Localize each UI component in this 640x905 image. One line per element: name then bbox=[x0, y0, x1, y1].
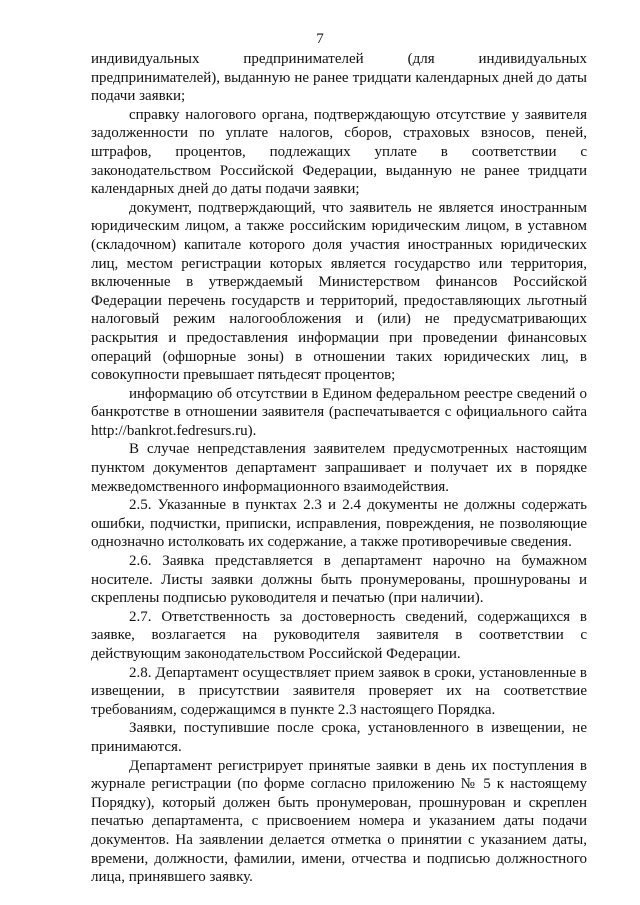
paragraph-foreign-entity-document: документ, подтверждающий, что заявитель не является иностранным юридическим лицом, а также российским юридическим лицом, в уставном (складочном) капитале которого доля участия иностранных юридических лиц, местом регистрации которых является государство или территория, включенные в утверждаемый Министерством финансов Российской Федерации перечень государств и территорий, предоставляющих льготный налоговый режим налогообложения и (или) не предусматривающих раскрытия и предоставления информации при проведении финансовых операций (офшорные зоны) в отношении таких юридических лиц, в совокупности превышает пятьдесят процентов; bbox=[91, 199, 587, 384]
paragraph-2-7: 2.7. Ответственность за достоверность сведений, содержащихся в заявке, возлагается на руководителя заявителя в соответствии с действующим законодательством Российской Федерации. bbox=[91, 608, 587, 662]
paragraph-2-8: 2.8. Департамент осуществляет прием заявок в сроки, установленные в извещении, в присутствии заявителя проверяет их на соответствие требованиям, содержащимся в пункте 2.3 настоящего Порядка. bbox=[91, 664, 587, 718]
paragraph-late-applications: Заявки, поступившие после срока, установленного в извещении, не принимаются. bbox=[91, 720, 587, 755]
paragraph-2-6: 2.6. Заявка представляется в департамент нарочно на бумажном носителе. Листы заявки должны быть пронумерованы, прошнурованы и скреплены подписью руководителя и печатью (при наличии). bbox=[91, 553, 587, 607]
paragraph-continuation: индивидуальных предпринимателей (для индивидуальных предпринимателей), выданную не ранее тридцати календарных дней до даты подачи заявки; bbox=[91, 51, 587, 105]
page-number: 7 bbox=[316, 31, 324, 47]
paragraph-2-5: 2.5. Указанные в пунктах 2.3 и 2.4 документы не должны содержать ошибки, подчистки, приписки, исправления, повреждения, не позволяющие однозначно истолковать их содержание, а также противоречивые сведения. bbox=[91, 497, 587, 551]
paragraph-interdepartmental-request: В случае непредставления заявителем предусмотренных настоящим пунктом документов департамент запрашивает и получает их в порядке межведомственного информационного взаимодействия. bbox=[91, 441, 587, 495]
paragraph-tax-certificate: справку налогового органа, подтверждающую отсутствие у заявителя задолженности по уплате налогов, сборов, страховых взносов, пеней, штрафов, процентов, подлежащих уплате в соответствии с законодательством Российской Федерации, выданную не ранее тридцати календарных дней до даты подачи заявки; bbox=[91, 106, 587, 198]
paragraph-bankruptcy-info: информацию об отсутствии в Едином федеральном реестре сведений о банкротстве в отношении заявителя (распечатывается с официального сайта http://bankrot.fedresurs.ru). bbox=[91, 385, 587, 439]
document-body bbox=[91, 50, 587, 887]
paragraph-registration: Департамент регистрирует принятые заявки в день их поступления в журнале регистрации (по форме согласно приложению № 5 к настоящему Порядку), который должен быть пронумерован, прошнурован и скреплен печатью департамента, с присвоением номера и указанием даты подачи документов. На заявлении делается отметка о принятии с указанием даты, времени, должности, фамилии, имени, отчества и подписью должностного лица, принявшего заявку. bbox=[91, 757, 587, 886]
